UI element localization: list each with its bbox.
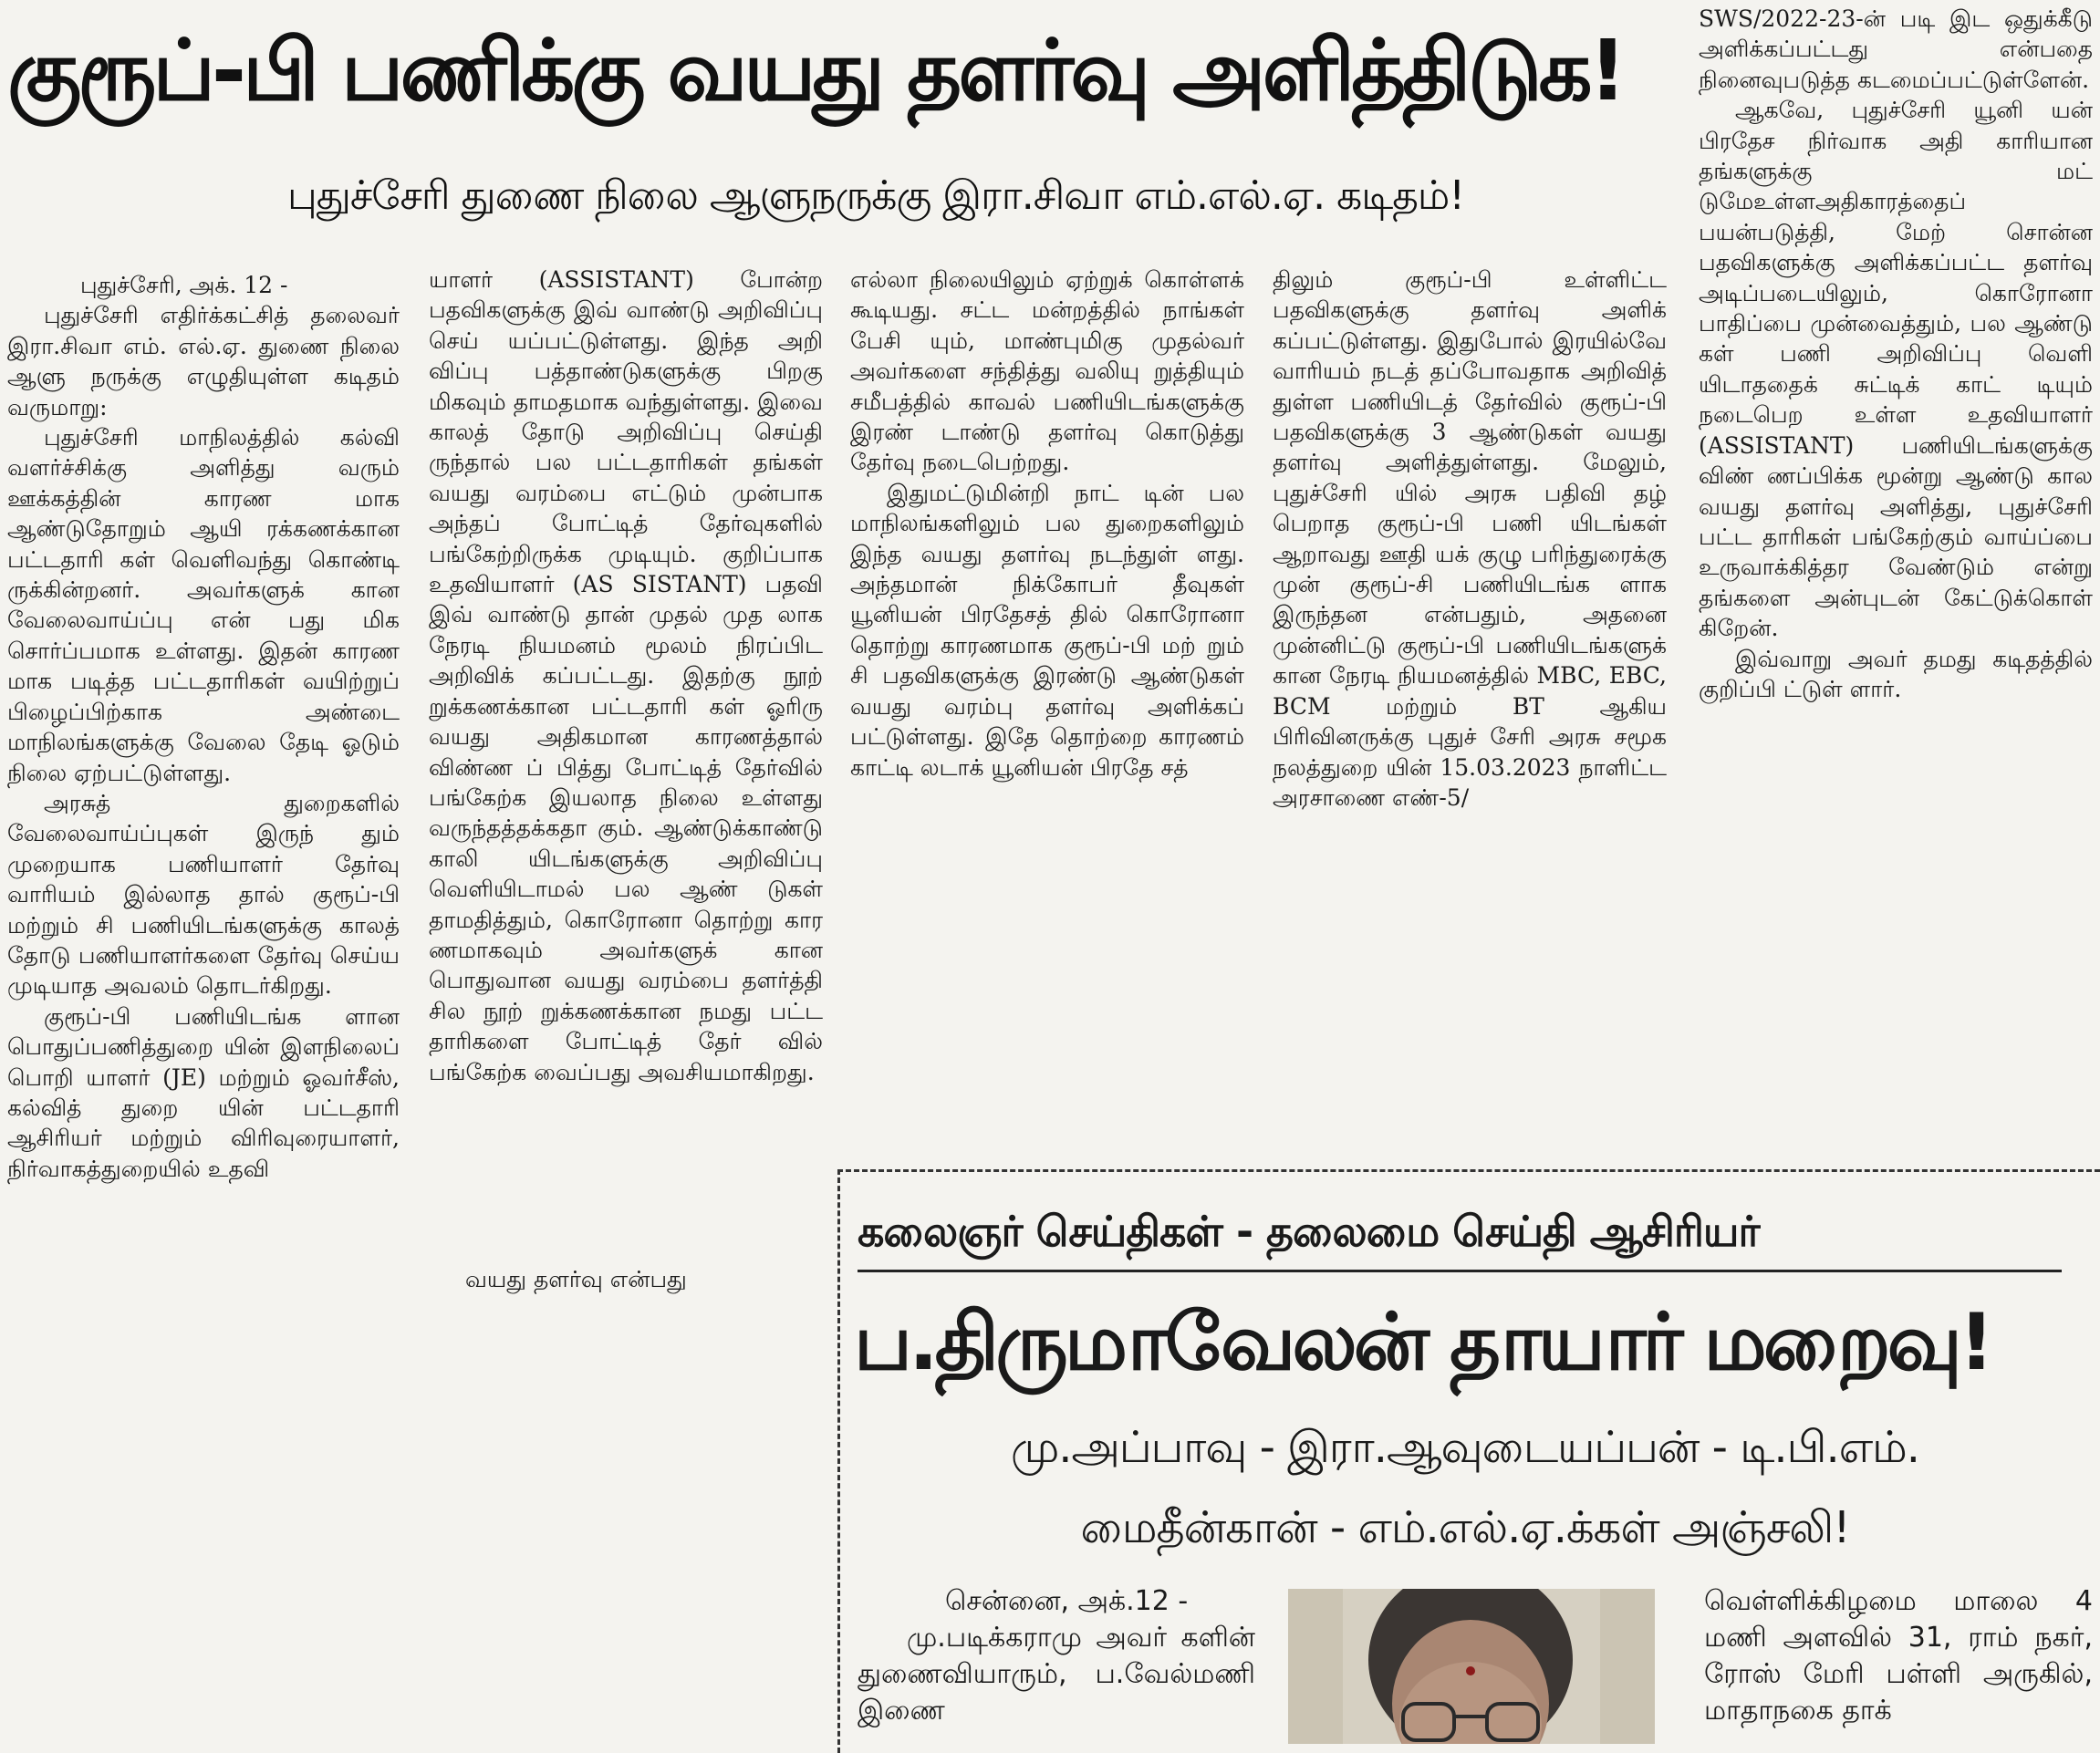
article-column-2 xyxy=(429,265,823,1222)
article-column-4 xyxy=(1273,265,1667,1154)
paragraph: திலும் குரூப்-பி உள்ளிட்ட பதவிகளுக்கு தளர்வு அளிக் கப்பட்டுள்ளது. இதுபோல் இரயில்வே வாரியம் நடத் தப்போவதாக அறிவித் துள்ள பணியிடத் தேர்வில் குரூப்-பி பதவிகளுக்கு 3 ஆண்டுகள் வயது தளர்வு அளித்துள்ளது. மேலும், புதுச்சேரி யில் அரசு பதிவி தழ் பெறாத குரூப்-பி பணி யிடங்கள் ஆறாவது ஊதி யக் குழு பரிந்துரைக்கு முன் குரூப்-சி பணியிடங்க ளாக இருந்தன என்பதும், அதனை முன்னிட்டு குரூப்-பி பணியிடங்களுக் கான நேரடி நியமனத்தில் MBC, EBC, BCM மற்றும் BT ஆகிய பிரிவினருக்கு புதுச் சேரி அரசு சமூக நலத்துறை யின் 15.03.2023 நாளிட்ட அரசாணை எண்-5/ xyxy=(1273,266,1667,811)
paragraph: வயது தளர்வு என்பது xyxy=(465,1266,687,1292)
portrait-image xyxy=(1288,1589,1655,1744)
paragraph: இதுமட்டுமின்றி நாட் டின் பல மாநிலங்களிலும் பல துறைகளிலும் இந்த வயது தளர்வு நடந்துள் ளது. அந்தமான் நிக்கோபர் தீவுகள் யூனியன் பிரதேசத் தில் கொரோனா தொற்று காரணமாக குரூப்-பி மற் றும் சி பதவிகளுக்கு இரண்டு ஆண்டுகள் வயது வரம்பு தளர்வு அளிக்கப் பட்டுள்ளது. இதே தொற்றை காரணம் காட்டி லடாக் யூனியன் பிரதே சத் xyxy=(850,479,1244,781)
article-column-2-lower xyxy=(429,1264,823,1735)
main-headline: குரூப்-பி பணிக்கு வயது தளர்வு அளித்திடுக! xyxy=(7,22,1624,119)
main-subheadline: புதுச்சேரி துணை நிலை ஆளுநருக்கு இரா.சிவா எம்.எல்.ஏ. கடிதம்! xyxy=(287,172,1464,219)
obituary-kicker: கலைஞர் செய்திகள் - தலைமை செய்தி ஆசிரியர் xyxy=(858,1207,1760,1256)
paragraph: ஆகவே, புதுச்சேரி யூனி யன் பிரதேச நிர்வாக அதி காரியான தங்களுக்கு மட் டுமேஉள்ளஅதிகாரத்தைப் பயன்படுத்தி, மேற் சொன்ன பதவிகளுக்கு அளிக்கப்பட்ட தளர்வு அடிப்படையிலும், கொரோனா பாதிப்பை முன்வைத்தும், பல ஆண்டு கள் பணி அறிவிப்பு வெளி யிடாததைக் சுட்டிக் காட் டியும் நடைபெற உள்ள உதவியாளர் (ASSISTANT) பணியிடங்களுக்கு விண் ணப்பிக்க மூன்று ஆண்டு கால வயது தளர்வு அளித்து, புதுச்சேரி பட்ட தாரிகள் பங்கேற்கும் வாய்ப்பை உருவாக்கித்தர வேண்டும் என்று தங்களை அன்புடன் கேட்டுக்கொள் கிறேன். xyxy=(1699,97,2093,642)
paragraph: SWS/2022-23-ன் படி இட ஒதுக்கீடு அளிக்கப்பட்டது என்பதை நினைவுபடுத்த கடமைப்பட்டுள்ளேன். xyxy=(1699,5,2093,93)
obituary-column-right xyxy=(1704,1583,2093,1735)
article-column-5 xyxy=(1699,4,2093,1155)
article-column-1 xyxy=(7,270,400,1735)
paragraph: குரூப்-பி பணியிடங்க ளான பொதுப்பணித்துறை யின் இளநிலைப் பொறி யாளர் (JE) மற்றும் ஓவர்சீஸ், கல்வித் துறை யின் பட்டதாரி ஆசிரியர் மற்றும் விரிவுரையாளர், நிர்வாகத்துறையில் உதவி xyxy=(7,1002,400,1182)
portrait-photo xyxy=(1288,1589,1655,1744)
paragraph: மு.படிக்கராமு அவர் களின் துணைவியாரும், ப.வேல்மணி இணை xyxy=(858,1622,1255,1727)
article-column-3 xyxy=(850,265,1244,1154)
dateline: புதுச்சேரி, அக். 12 - xyxy=(80,272,288,298)
obituary-column-left xyxy=(858,1583,1255,1735)
paragraph: இவ்வாறு அவர் தமது கடிதத்தில் குறிப்பி ட்டுள் ளார். xyxy=(1699,645,2093,702)
obituary-headline: ப.திருமாவேலன் தாயார் மறைவு! xyxy=(854,1297,1991,1388)
paragraph: வெள்ளிக்கிழமை மாலை 4 மணி அளவில் 31, ராம் நகர், ரோஸ் மேரி பள்ளி அருகில், மாதாநகை தாக் xyxy=(1704,1585,2093,1727)
kicker-underline xyxy=(858,1270,2062,1272)
obituary-dateline: சென்னை, அக்.12 - xyxy=(945,1585,1189,1617)
obituary-subheadline-1: மு.அப்பாவு - இரா.ஆவுடையப்பன் - டி.பி.எம். xyxy=(1010,1422,1920,1473)
obituary-subheadline-2: மைதீன்கான் - எம்.எல்.ஏ.க்கள் அஞ்சலி! xyxy=(1080,1502,1850,1553)
paragraph: புதுச்சேரி எதிர்க்கட்சித் தலைவர் இரா.சிவா எம். எல்.ஏ. துணை நிலை ஆளு நருக்கு எழுதியுள்ள கடிதம் வருமாறு: xyxy=(7,302,400,420)
paragraph: புதுச்சேரி மாநிலத்தில் கல்வி வளர்ச்சிக்கு அளித்து வரும் ஊக்கத்தின் காரண மாக ஆண்டுதோறும் ஆயி ரக்கணக்கான பட்டதாரி கள் வெளிவந்து கொண்டி ருக்கின்றனர். அவர்களுக் கான வேலைவாய்ப்பு என் பது மிக சொர்ப்பமாக உள்ளது. இதன் காரண மாக படித்த பட்டதாரிகள் வயிற்றுப் பிழைப்பிற்காக அண்டை மாநிலங்களுக்கு வேலை தேடி ஓடும் நிலை ஏற்பட்டுள்ளது. xyxy=(7,424,400,786)
paragraph: யாளர் (ASSISTANT) போன்ற பதவிகளுக்கு இவ் வாண்டு அறிவிப்பு செய் யப்பட்டுள்ளது. இந்த அறி விப்பு பத்தாண்டுகளுக்கு பிறகு மிகவும் தாமதமாக வந்துள்ளது. இவை காலத் தோடு அறிவிப்பு செய்தி ருந்தால் பல பட்டதாரிகள் தங்கள் வயது வரம்பை எட்டும் முன்பாக அந்தப் போட்டித் தேர்வுகளில் பங்கேற்றிருக்க முடியும். குறிப்பாக உதவியாளர் (AS SISTANT) பதவி இவ் வாண்டு தான் முதல் முத லாக நேரடி நியமனம் மூலம் நிரப்பிட அறிவிக் கப்பட்டது. இதற்கு நூற் றுக்கணக்கான பட்டதாரி கள் ஓரிரு வயது அதிகமான காரணத்தால் விண்ண ப் பித்து போட்டித் தேர்வில் பங்கேற்க இயலாத நிலை உள்ளது வருந்தத்தக்கதா கும். ஆண்டுக்காண்டு காலி யிடங்களுக்கு அறிவிப்பு வெளியிடாமல் பல ஆண் டுகள் தாமதித்தும், கொரோனா தொற்று கார ணமாகவும் அவர்களுக் கான பொதுவான வயது வரம்பை தளர்த்தி சில நூற் றுக்கணக்கான நமது பட்ட தாரிகளை போட்டித் தேர் வில் பங்கேற்க வைப்பது அவசியமாகிறது. xyxy=(429,266,823,1085)
paragraph: அரசுத் துறைகளில் வேலைவாய்ப்புகள் இருந் தும் முறையாக பணியாளர் தேர்வு வாரியம் இல்லாத தால் குரூப்-பி மற்றும் சி பணியிடங்களுக்கு காலத் தோடு பணியாளர்களை தேர்வு செய்ய முடியாத அவலம் தொடர்கிறது. xyxy=(7,789,400,1000)
paragraph: எல்லா நிலையிலும் ஏற்றுக் கொள்ளக் கூடியது. சட்ட மன்றத்தில் நாங்கள் பேசி யும், மாண்புமிகு முதல்வர் அவர்களை சந்தித்து வலியு றுத்தியும் சமீபத்தில் காவல் பணியிடங்களுக்கு இரண் டாண்டு தளர்வு கொடுத்து தேர்வு நடைபெற்றது. xyxy=(850,266,1244,476)
